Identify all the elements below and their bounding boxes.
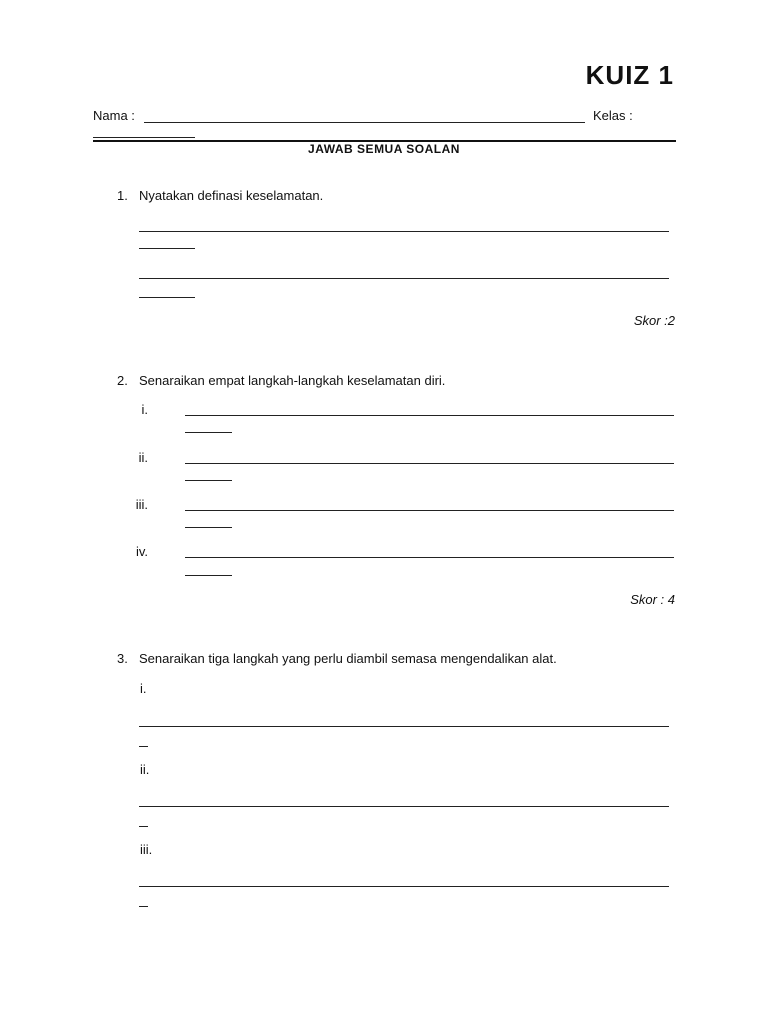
answer-line-tail[interactable] xyxy=(139,297,195,298)
answer-line[interactable] xyxy=(139,886,669,887)
answer-line[interactable] xyxy=(139,231,669,232)
question-3-text: Senaraikan tiga langkah yang perlu diambil semasa mengendalikan alat. xyxy=(139,651,557,666)
item-numeral: i. xyxy=(141,402,148,417)
question-1-number: 1. xyxy=(117,188,128,203)
answer-line-tail[interactable] xyxy=(139,906,148,907)
class-label: Kelas : xyxy=(593,108,633,123)
answer-line-tail[interactable] xyxy=(139,746,148,747)
question-1-text: Nyatakan definasi keselamatan. xyxy=(139,188,324,203)
answer-line[interactable] xyxy=(139,278,669,279)
item-numeral: ii. xyxy=(140,762,150,777)
answer-line-tail[interactable] xyxy=(185,575,232,576)
answer-line-tail[interactable] xyxy=(139,248,195,249)
question-2-number: 2. xyxy=(117,373,128,388)
item-numeral: i. xyxy=(140,681,147,696)
answer-line-tail[interactable] xyxy=(139,826,148,827)
page-title: KUIZ 1 xyxy=(585,60,674,90)
instruction-heading: JAWAB SEMUA SOALAN xyxy=(308,142,460,156)
question-2-text: Senaraikan empat langkah-langkah keselamatan diri. xyxy=(139,373,446,388)
answer-line-tail[interactable] xyxy=(185,432,232,433)
answer-line-tail[interactable] xyxy=(185,480,232,481)
answer-line-tail[interactable] xyxy=(185,527,232,528)
score-q2: Skor : 4 xyxy=(630,592,675,607)
item-numeral: iii. xyxy=(140,842,153,857)
item-numeral: iii. xyxy=(135,497,148,512)
score-q1: Skor :2 xyxy=(633,313,675,328)
answer-line[interactable] xyxy=(185,463,674,464)
name-field[interactable] xyxy=(144,122,585,123)
answer-line[interactable] xyxy=(139,806,669,807)
name-label: Nama : xyxy=(93,108,135,123)
answer-line[interactable] xyxy=(185,510,674,511)
answer-line[interactable] xyxy=(139,726,669,727)
item-numeral: ii. xyxy=(138,450,148,465)
answer-line[interactable] xyxy=(185,557,674,558)
item-numeral: iv. xyxy=(135,544,148,559)
answer-line[interactable] xyxy=(185,415,674,416)
class-field[interactable] xyxy=(93,137,195,138)
question-3-number: 3. xyxy=(117,651,128,666)
